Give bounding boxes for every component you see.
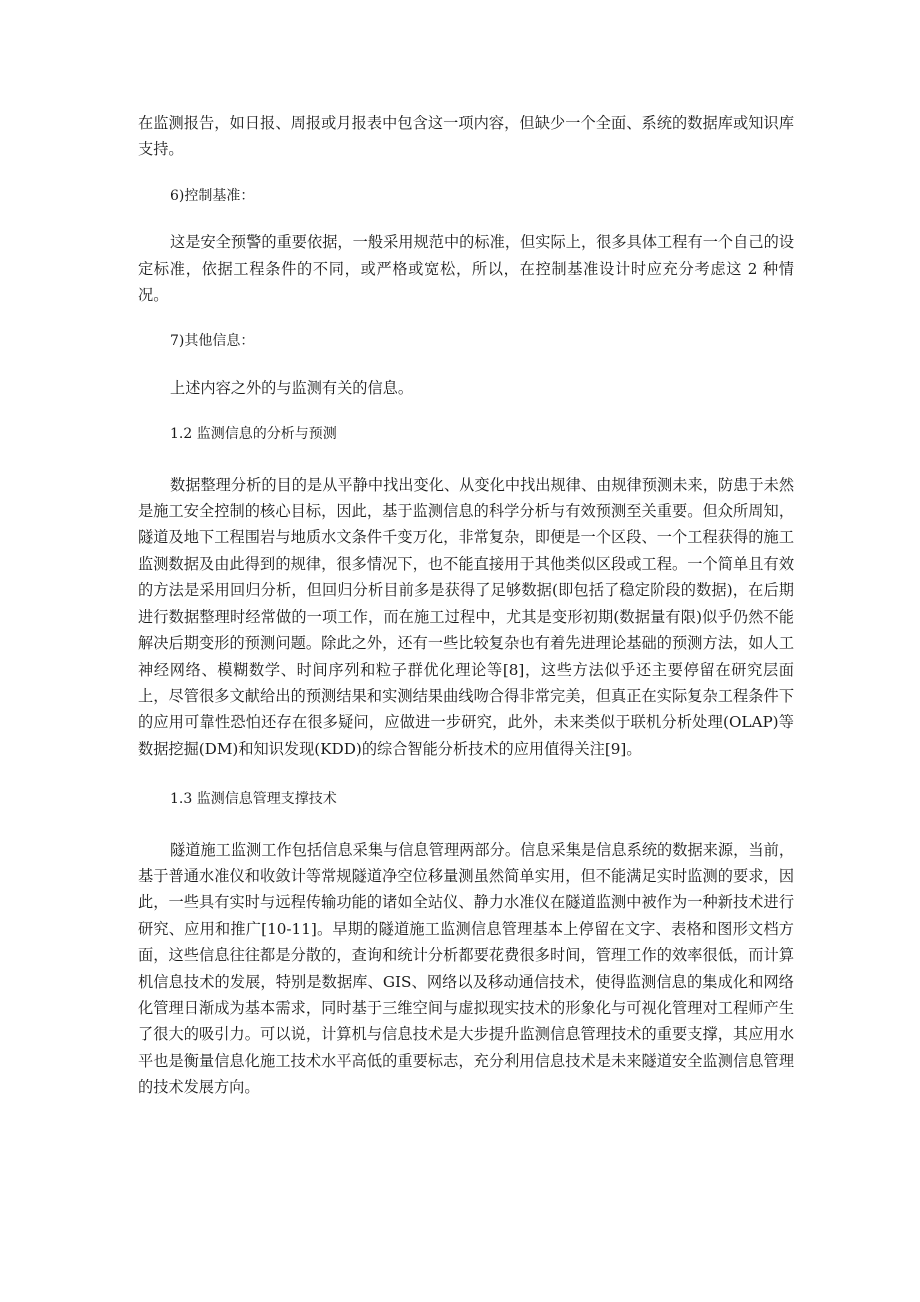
spacer — [138, 163, 794, 183]
document-page — [138, 110, 794, 1101]
spacer — [138, 401, 794, 421]
spacer — [138, 813, 794, 837]
paragraph-management-technology: 隧道施工监测工作包括信息采集与信息管理两部分。信息采集是信息系统的数据来源，当前，基于普通水准仪和收敛计等常规隧道净空位移量测虽然简单实用，但不能满足实时监测的要求，因此，一些具有实时与远程传输功能的诸如全站仪、静力水准仪在隧道监测中被作为一种新技术进行研究、应用和推广[10-11]。早期的隧道施工监测信息管理基本上停留在文字、表格和图形文档方面，这些信息往往都是分散的，查询和统计分析都要花费很多时间，管理工作的效率很低，而计算机信息技术的发展，特别是数据库、GIS、网络以及移动通信技术，使得监测信息的集成化和网络化管理日渐成为基本需求，同时基于三维空间与虚拟现实技术的形象化与可视化管理对工程师产生了很大的吸引力。可以说，计算机与信息技术是大步提升监测信息管理技术的重要支撑，其应用水平也是衡量信息化施工技术水平高低的重要标志，充分利用信息技术是未来隧道安全监测信息管理的技术发展方向。 — [138, 840, 794, 1097]
spacer — [138, 308, 794, 328]
spacer — [138, 448, 794, 472]
paragraph-control-baseline: 这是安全预警的重要依据，一般采用规范中的标准，但实际上，很多具体工程有一个自己的设定标准，依据工程条件的不同，或严格或宽松，所以，在控制基准设计时应充分考虑这 2 种情况。 — [138, 233, 794, 305]
item-heading-control-baseline: 6)控制基准： — [170, 187, 255, 204]
paragraph-analysis-prediction: 数据整理分析的目的是从平静中找出变化、从变化中找出规律、由规律预测未来，防患于未然是施工安全控制的核心目标，因此，基于监测信息的科学分析与有效预测至关重要。但众所周知，隧道及地下工程围岩与地质水文条件千变万化，非常复杂，即便是一个区段、一个工程获得的施工监测数据及由此得到的规律，很多情况下，也不能直接用于其他类似区段或工程。一个简单且有效的方法是采用回归分析，但回归分析目前多是获得了足够数据(即包括了稳定阶段的数据)，在后期进行数据整理时经常做的一项工作，而在施工过程中，尤其是变形初期(数据量有限)似乎仍然不能解决后期变形的预测问题。除此之外，还有一些比较复杂也有着先进理论基础的预测方法，如人工神经网络、模糊数学、时间序列和粒子群优化理论等[8]，这些方法似乎还主要停留在研究层面上，尽管很多文献给出的预测结果和实测结果曲线吻合得非常完美，但真正在实际复杂工程条件下的应用可靠性恐怕还存在很多疑问，应做进一步研究，此外，未来类似于联机分析处理(OLAP)等数据挖掘(DM)和知识发现(KDD)的综合智能分析技术的应用值得关注[9]。 — [138, 475, 794, 758]
spacer — [138, 355, 794, 375]
section-heading-1-3: 1.3 监测信息管理支撑技术 — [170, 791, 337, 808]
section-heading-1-2: 1.2 监测信息的分析与预测 — [170, 426, 337, 443]
paragraph-monitoring-report: 在监测报告，如日报、周报或月报表中包含这一项内容，但缺少一个全面、系统的数据库或知识库支持。 — [138, 114, 794, 159]
spacer — [138, 209, 794, 229]
paragraph-other-info: 上述内容之外的与监测有关的信息。 — [170, 378, 413, 397]
item-heading-other-info: 7)其他信息： — [170, 333, 255, 350]
spacer — [138, 762, 794, 786]
